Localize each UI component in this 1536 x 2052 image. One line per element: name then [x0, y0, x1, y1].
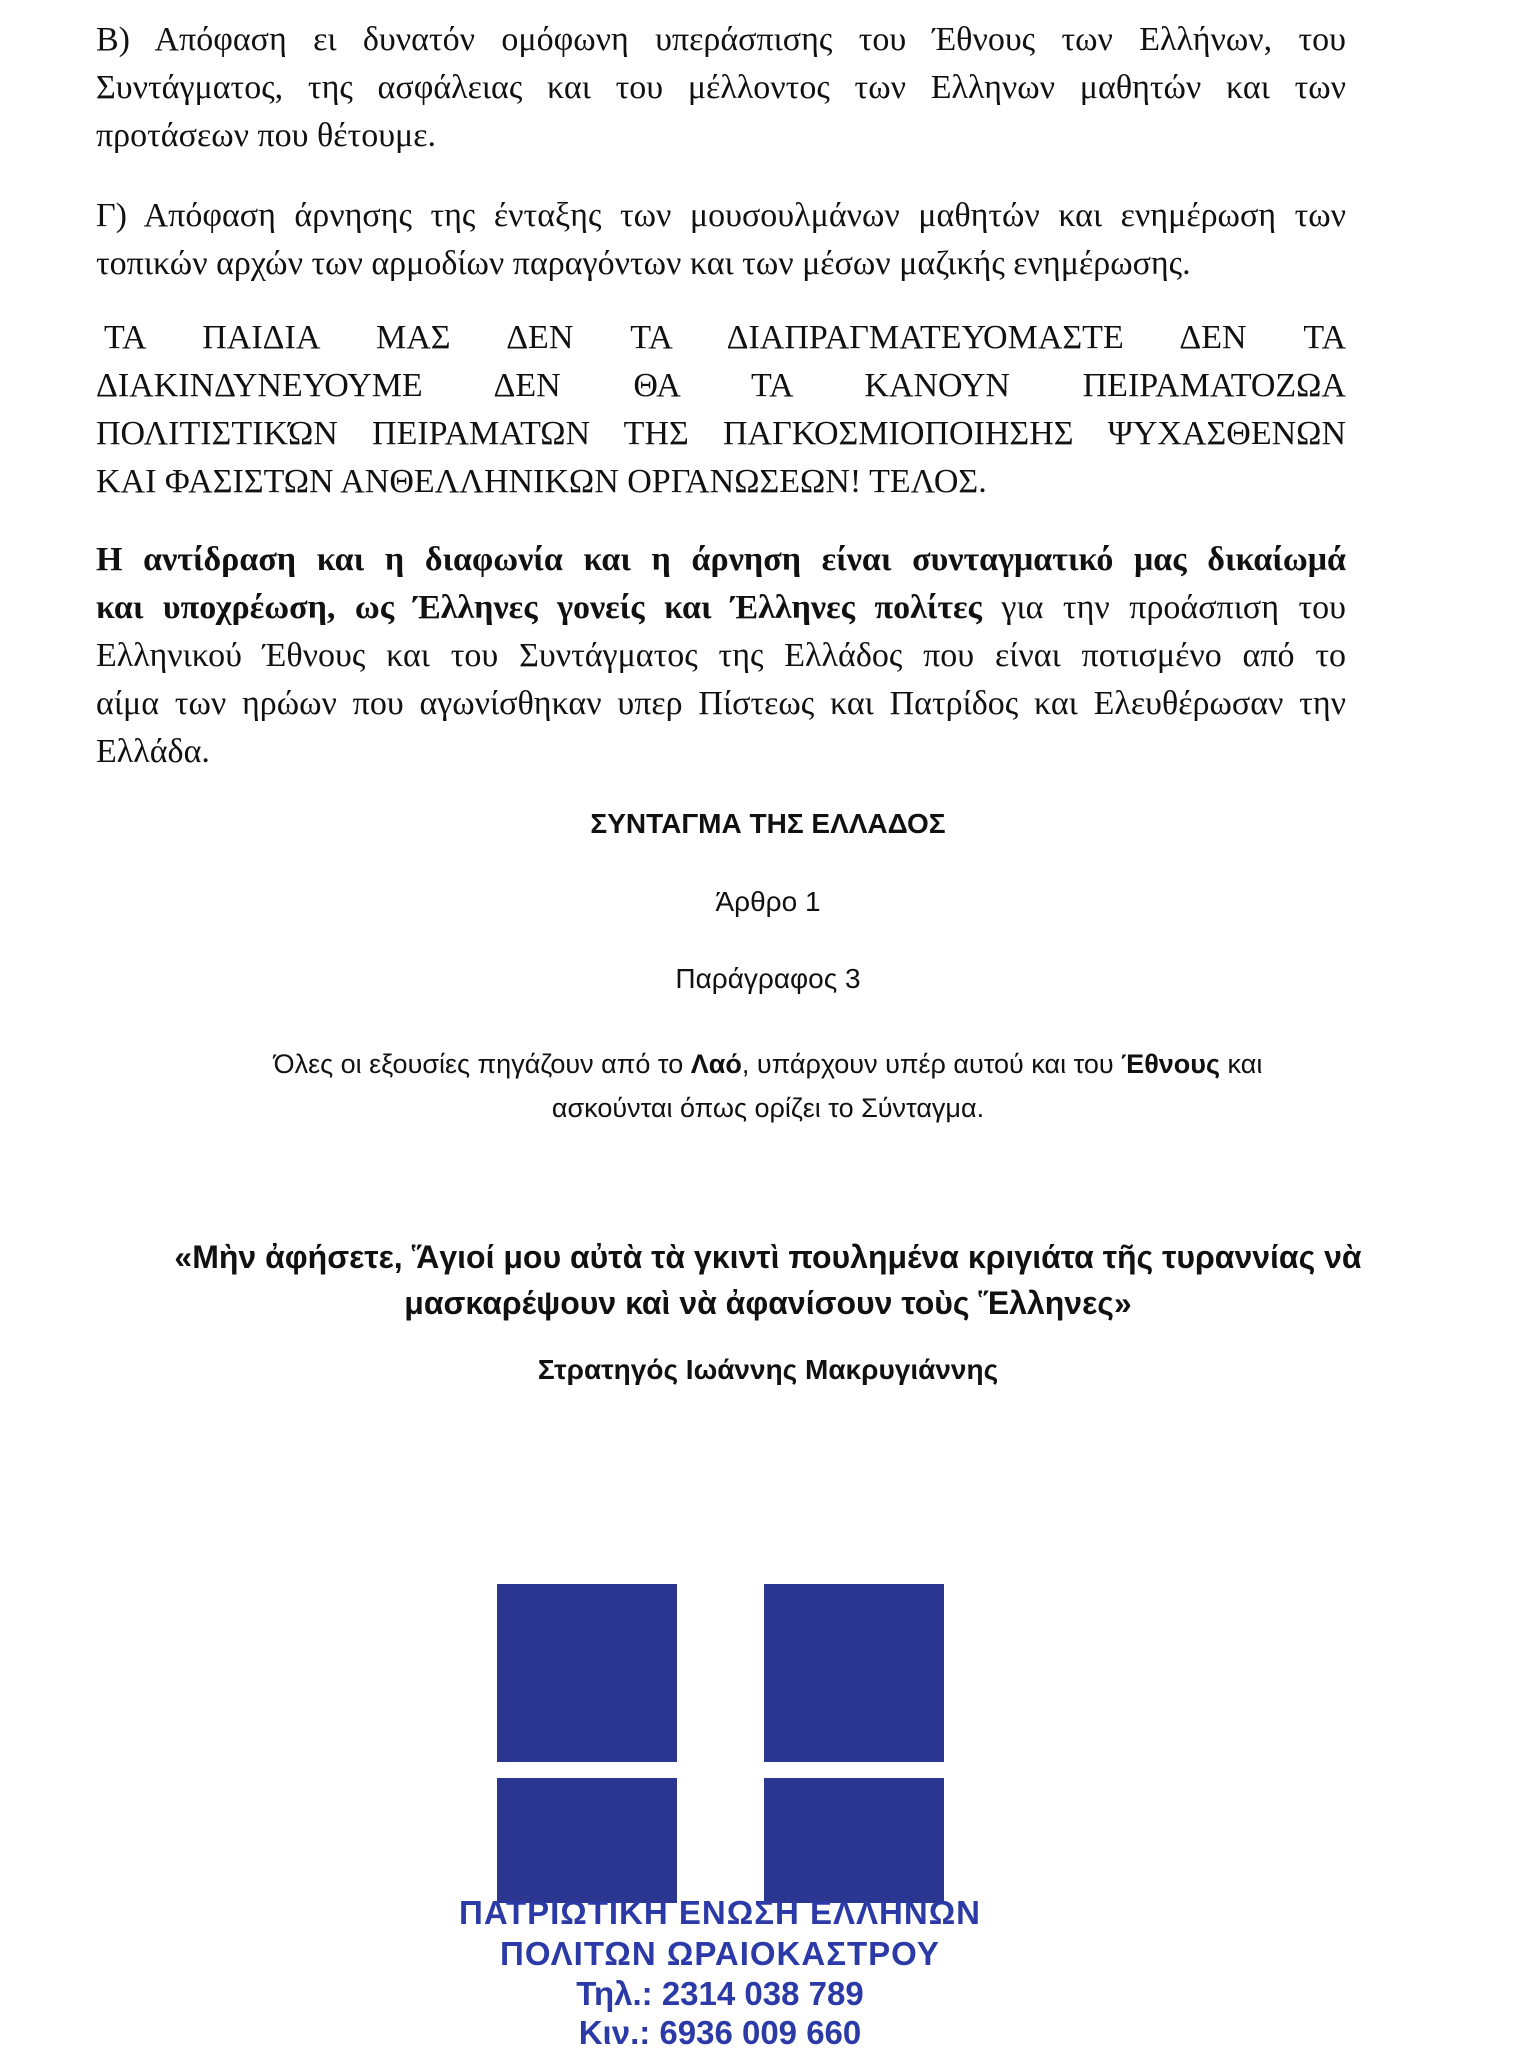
flag-quarter — [497, 1584, 677, 1762]
paragraph-rights-line — [96, 584, 1346, 632]
constitution-title: ΣΥΝΤΑΓΜΑ ΤΗΣ ΕΛΛΑΔΟΣ — [590, 808, 946, 839]
paragraph-rights-line: Ελληνικού Έθνους και του Συντάγματος της Ελλάδος που είναι ποτισμένο από το — [96, 637, 1346, 674]
article-text-part: Όλες οι εξουσίες πηγάζουν από το — [273, 1049, 691, 1079]
paragraph-b-line: Συντάγματος, της ασφάλειας και του μέλλοντος των Ελληνων μαθητών και των — [96, 69, 1346, 106]
flag-quarter — [497, 1778, 677, 1903]
article-text-part: και — [1220, 1049, 1263, 1079]
article-text-bold: Έθνους — [1121, 1049, 1221, 1079]
paragraph-caps-line: ΠΟΛΙΤΙΣΤΙΚΏΝ ΠΕΙΡΑΜΑΤΩΝ ΤΗΣ ΠΑΓΚΟΣΜΙΟΠΟΙΗΣΗΣ ΨΥΧΑΣΘΕΝΩΝ — [96, 415, 1346, 452]
paragraph-caps-line: ΤΑ ΠΑΙΔΙΑ ΜΑΣ ΔΕΝ ΤΑ ΔΙΑΠΡΑΓΜΑΤΕΥΟΜΑΣΤΕ ΔΕΝ ΤΑ — [104, 319, 1346, 356]
paragraph-g-line: τοπικών αρχών των αρμοδίων παραγόντων και των μέσων μαζικής ενημέρωσης. — [96, 245, 1191, 282]
flag-quarter — [764, 1584, 944, 1762]
paragraph-caps — [96, 314, 1346, 506]
paragraph-caps-line: ΔΙΑΚΙΝΔΥΝΕΥΟΥΜΕ ΔΕΝ ΘΑ ΤΑ ΚΑΝΟΥΝ ΠΕΙΡΑΜΑΤΟΖΩΑ — [96, 367, 1346, 404]
quote-line: μασκαρέψουν καὶ νὰ ἀφανίσουν τοὺς Ἕλληνες» — [404, 1285, 1132, 1321]
article-text-part: , υπάρχουν υπέρ αυτού και του — [741, 1049, 1122, 1079]
paragraph-rights-line: Ελλάδα. — [96, 733, 210, 770]
article-text-bold: Λαό — [690, 1049, 742, 1079]
paragraph-b — [96, 16, 1346, 160]
paragraph-rights-bold: και υποχρέωση, ως Έλληνες γονείς και Έλληνες πολίτες — [96, 589, 982, 626]
constitution-article-text — [0, 1042, 1536, 1130]
article-text-part: ασκούνται όπως ορίζει το Σύνταγμα. — [551, 1093, 985, 1123]
makrygiannis-quote — [0, 1234, 1536, 1326]
organization-phone: Τηλ.: 2314 038 789 — [576, 1975, 864, 2012]
quote-line: «Μὴν ἀφήσετε, Ἅγιοί μου αὐτὰ τὰ γκιντὶ πουλημένα κριγιάτα τῆς τυραννίας νὰ — [174, 1239, 1362, 1275]
paragraph-rights-line: Η αντίδραση και η διαφωνία και η άρνηση είναι συνταγματικό μας δικαίωμά — [96, 541, 1346, 578]
paragraph-caps-line: ΚΑΙ ΦΑΣΙΣΤΩΝ ΑΝΘΕΛΛΗΝΙΚΩΝ ΟΡΓΑΝΩΣΕΩΝ! ΤΕΛΟΣ. — [96, 463, 987, 500]
paragraph-g — [96, 192, 1346, 288]
paragraph-g-line: Γ) Απόφαση άρνησης της ένταξης των μουσουλμάνων μαθητών και ενημέρωση των — [96, 197, 1346, 234]
paragraph-rights-text: για την προάσπιση του — [981, 589, 1346, 626]
paragraph-rights-line: αίμα των ηρώων που αγωνίσθηκαν υπερ Πίστεως και Πατρίδος και Ελευθέρωσαν την — [96, 685, 1346, 722]
quote-author: Στρατηγός Ιωάννης Μακρυγιάννης — [537, 1354, 999, 1385]
organization-name-line1: ΠΑΤΡΙΩΤΙΚΗ ΕΝΩΣΗ ΕΛΛΗΝΩΝ — [459, 1894, 981, 1931]
paragraph-b-line: Β) Απόφαση ει δυνατόν ομόφωνη υπεράσπισης του Έθνους των Ελλήνων, του — [96, 21, 1346, 58]
paragraph-rights — [96, 536, 1346, 776]
constitution-article: Άρθρο 1 — [715, 886, 821, 917]
organization-name-line2: ΠΟΛΙΤΩΝ ΩΡΑΙΟΚΑΣΤΡΟΥ — [500, 1935, 940, 1972]
paragraph-b-line: προτάσεων που θέτουμε. — [96, 117, 437, 154]
organization-mobile: Κιν.: 6936 009 660 — [578, 2014, 862, 2051]
constitution-paragraph: Παράγραφος 3 — [675, 963, 861, 994]
flag-quarter — [764, 1778, 944, 1903]
